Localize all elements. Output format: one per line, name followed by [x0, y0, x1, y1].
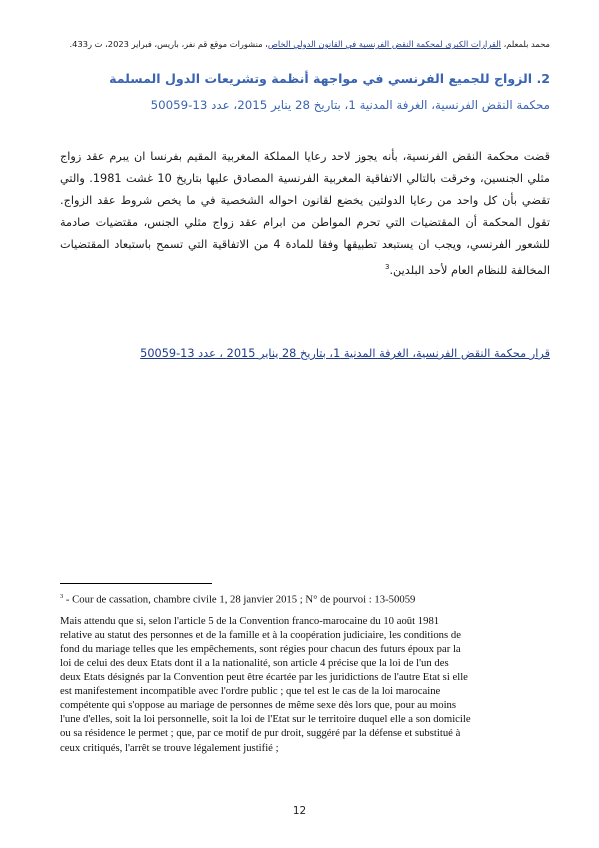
section-subtitle: محكمة النقض الفرنسية، الغرفة المدنية 1، بتاريخ 28 يناير 2015، عدد 13-50059: [150, 98, 550, 112]
body-line: تقول المحكمة أن المقتضيات التي تحرم المواطن من ابرام عقد زواج مثلي الجنس، مقتضيات صادمة: [60, 216, 550, 229]
footnote-citation: - Cour de cassation, chambre civile 1, 28 janvier 2015 ; N° de pourvoi : 13-50059: [63, 593, 416, 606]
footnote: [60, 590, 542, 755]
body-last-line-text: المخالفة للنظام العام لأحد البلدين.: [389, 263, 550, 277]
body-line: تقضي بأن كل واحد من رعايا الدولتين يخضع لقانون احواله الشخصية في ما يخص شروط عقد الزواج.: [60, 194, 550, 207]
page-number: 12: [292, 805, 307, 817]
footnote-line: loi de celui des deux Etats dont il a la nationalité, son article 4 précise que la loi de l'un des: [60, 656, 449, 669]
footnote-line: Mais attendu que si, selon l'article 5 de la Convention franco-marocaine du 10 août 1981: [60, 614, 440, 627]
decision-reference: [60, 345, 550, 363]
header-author: محمد بلمعلم،: [500, 39, 550, 49]
footnote-line: deux Etats désignés par la Convention peut être écartée par les juridictions de l'autre Etat si elle: [60, 671, 468, 684]
section-title: 2. الزواج للجميع الفرنسي في مواجهة أنظمة وتشريعات الدول المسلمة: [109, 71, 550, 86]
body-last-line: [60, 256, 550, 278]
footnote-line: ou sa résidence le permet ; que, par ce motif de pur droit, suggéré par la défense et substitué à: [60, 727, 461, 740]
decision-reference-link[interactable]: قرار محكمة النقض الفرنسية، الغرفة المدنية 1، بتاريخ 28 يناير 2015 ، عدد 13-50059: [140, 347, 550, 360]
footnote-line: compétente qui s'oppose au mariage de personnes de même sexe dès lors que, pour au moins: [60, 699, 457, 712]
footnote-number: 3: [60, 593, 64, 600]
footnote-heading: [60, 590, 542, 607]
footnote-line: est manifestement incompatible avec l'ordre public ; que tel est le cas de la loi marocaine: [60, 685, 441, 698]
body-line: مثلي الجنسين، وخرقت بالتالي الاتفاقية المغربية الفرنسية المصادق عليها بتاريخ 10 غشت 1981. والتي: [60, 172, 550, 185]
footnote-line: fond du mariage telles que les empêchements, sont régies pour chacun des futurs époux par la: [60, 642, 461, 655]
footnote-line: l'une d'elles, soit la loi personnelle, soit la loi de l'Etat sur le territoire duquel elle a son domicile: [60, 713, 471, 726]
footnote-marker[interactable]: 3: [384, 263, 390, 271]
footnote-line: relative au statut des personnes et de la famille et à la coopération judiciaire, les conditions de: [60, 628, 461, 641]
header-book-title-link[interactable]: القرارات الكبرى لمحكمة النقض الفرنسية في القانون الدولي الخاص: [267, 39, 501, 49]
body-paragraph: [60, 146, 550, 278]
footnote-line: ceux critiqués, l'arrêt se trouve légalement justifié ;: [60, 741, 279, 754]
footnote-divider: [60, 583, 212, 584]
body-line: قضت محكمة النقض الفرنسية، بأنه يجوز لاحد رعايا المملكة المغربية المقيم بفرنسا ان يبرم عقد زواج: [60, 150, 550, 163]
running-header: [50, 38, 550, 50]
body-line: للشعور الفرنسي، ويجب ان يستبعد تطبيقها وفقا للمادة 4 من الاتفاقية التي تسمح باستبعاد المقتضيات: [60, 238, 550, 251]
header-publication-info: ، منشورات موقع قم نفر، باريس، فبراير 2023، ت ر433.: [69, 39, 268, 49]
